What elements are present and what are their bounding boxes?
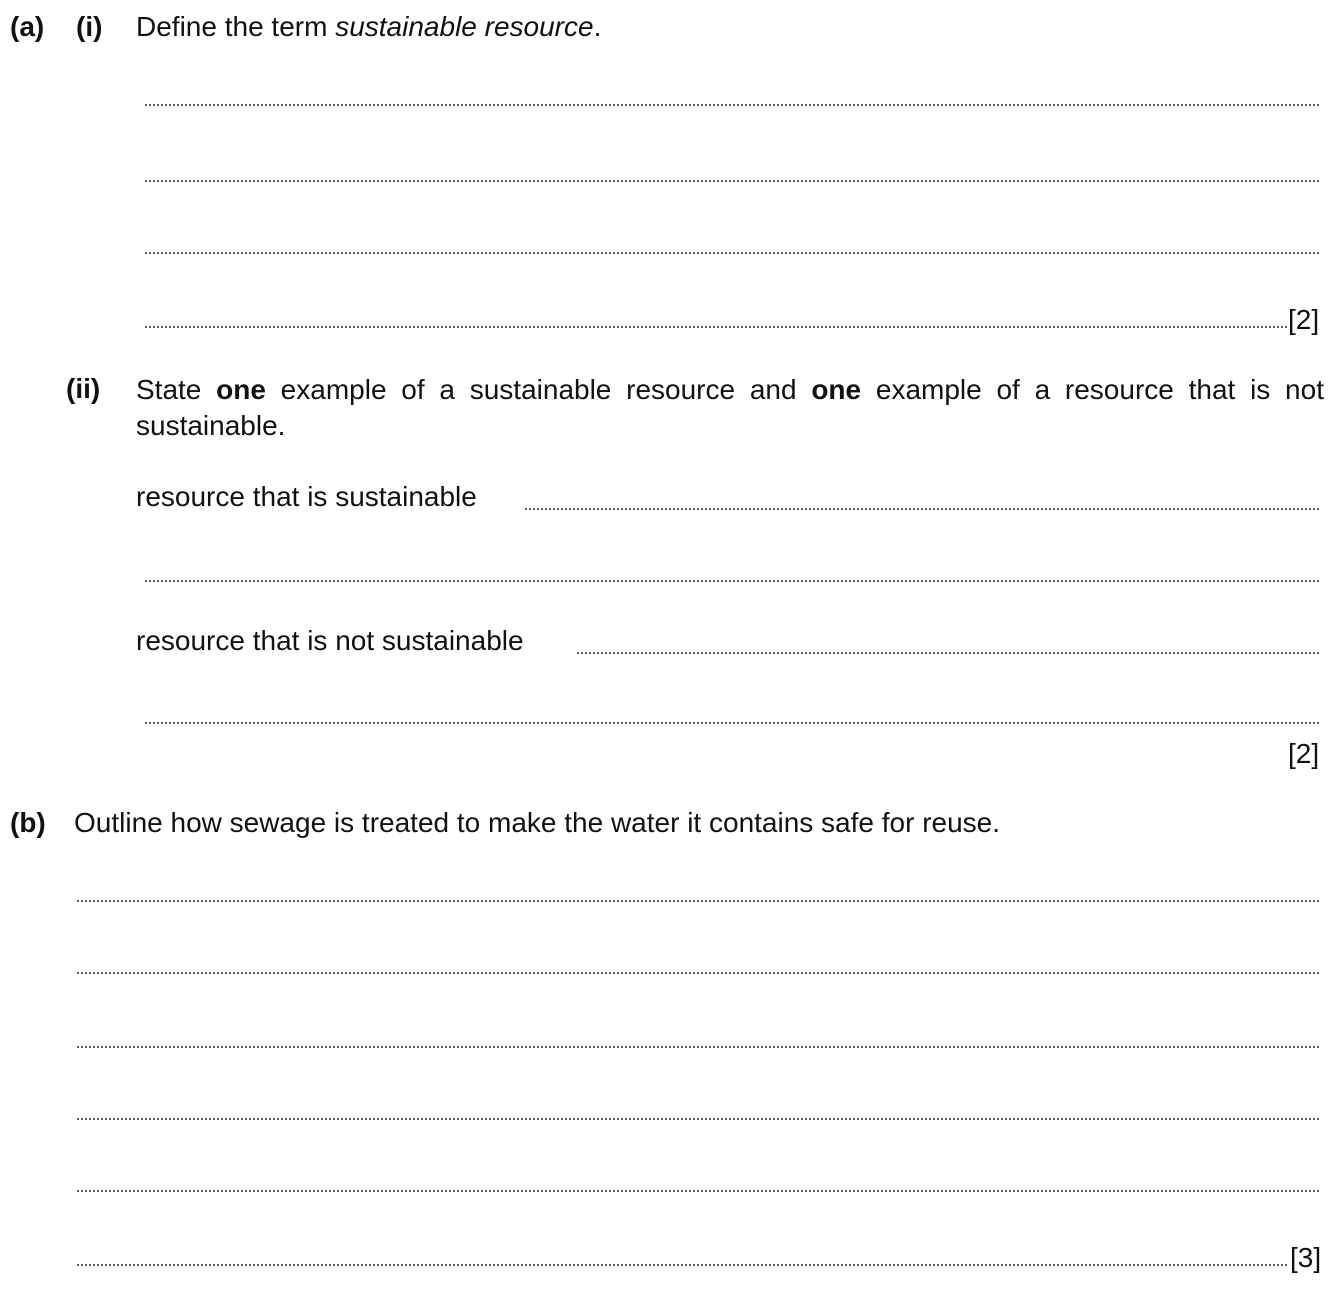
part-a-ii-label: (ii): [66, 373, 101, 404]
answer-line-a-i-2[interactable]: [144, 180, 1320, 182]
prompt-bold-one-2: one: [811, 374, 862, 405]
prompt-part-2: example of a sustainable resource and: [265, 374, 812, 405]
question-a-ii-prompt: [136, 372, 1324, 444]
part-b-label: (b): [10, 807, 46, 838]
prompt-prefix: Define the term: [136, 11, 336, 42]
answer-line-a-i-1[interactable]: [144, 104, 1320, 106]
prompt-suffix: .: [593, 11, 602, 42]
answer-line-b-1[interactable]: [76, 900, 1320, 902]
field-label-sustainable: resource that is sustainable: [136, 481, 477, 512]
question-a-i-prompt: [136, 10, 601, 44]
answer-line-b-2[interactable]: [76, 972, 1320, 974]
prompt-term: sustainable resource: [335, 11, 594, 42]
prompt-part-3: example of a resource that is not sustainable.: [136, 374, 1324, 441]
answer-line-sustainable-1[interactable]: [524, 508, 1320, 510]
answer-line-a-i-3[interactable]: [144, 252, 1320, 254]
part-a-i-label: (i): [76, 11, 103, 42]
answer-line-b-4[interactable]: [76, 1118, 1320, 1120]
answer-line-b-3[interactable]: [76, 1046, 1320, 1048]
marks-b: [3]: [1290, 1242, 1322, 1273]
answer-line-not-sustainable-2[interactable]: [144, 722, 1320, 724]
answer-line-not-sustainable-1[interactable]: [576, 652, 1320, 654]
marks-a-ii: [2]: [1288, 738, 1320, 769]
marks-a-i: [2]: [1288, 304, 1320, 335]
prompt-part-1: State: [136, 374, 217, 405]
part-a-label: (a): [10, 11, 45, 42]
field-label-not-sustainable: resource that is not sustainable: [136, 625, 524, 656]
question-b-prompt: Outline how sewage is treated to make the water it contains safe for reuse.: [74, 807, 1001, 838]
answer-line-sustainable-2[interactable]: [144, 580, 1320, 582]
answer-line-b-6[interactable]: [76, 1264, 1288, 1266]
answer-line-b-5[interactable]: [76, 1190, 1320, 1192]
prompt-bold-one-1: one: [216, 374, 266, 405]
answer-line-a-i-4[interactable]: [144, 326, 1288, 328]
